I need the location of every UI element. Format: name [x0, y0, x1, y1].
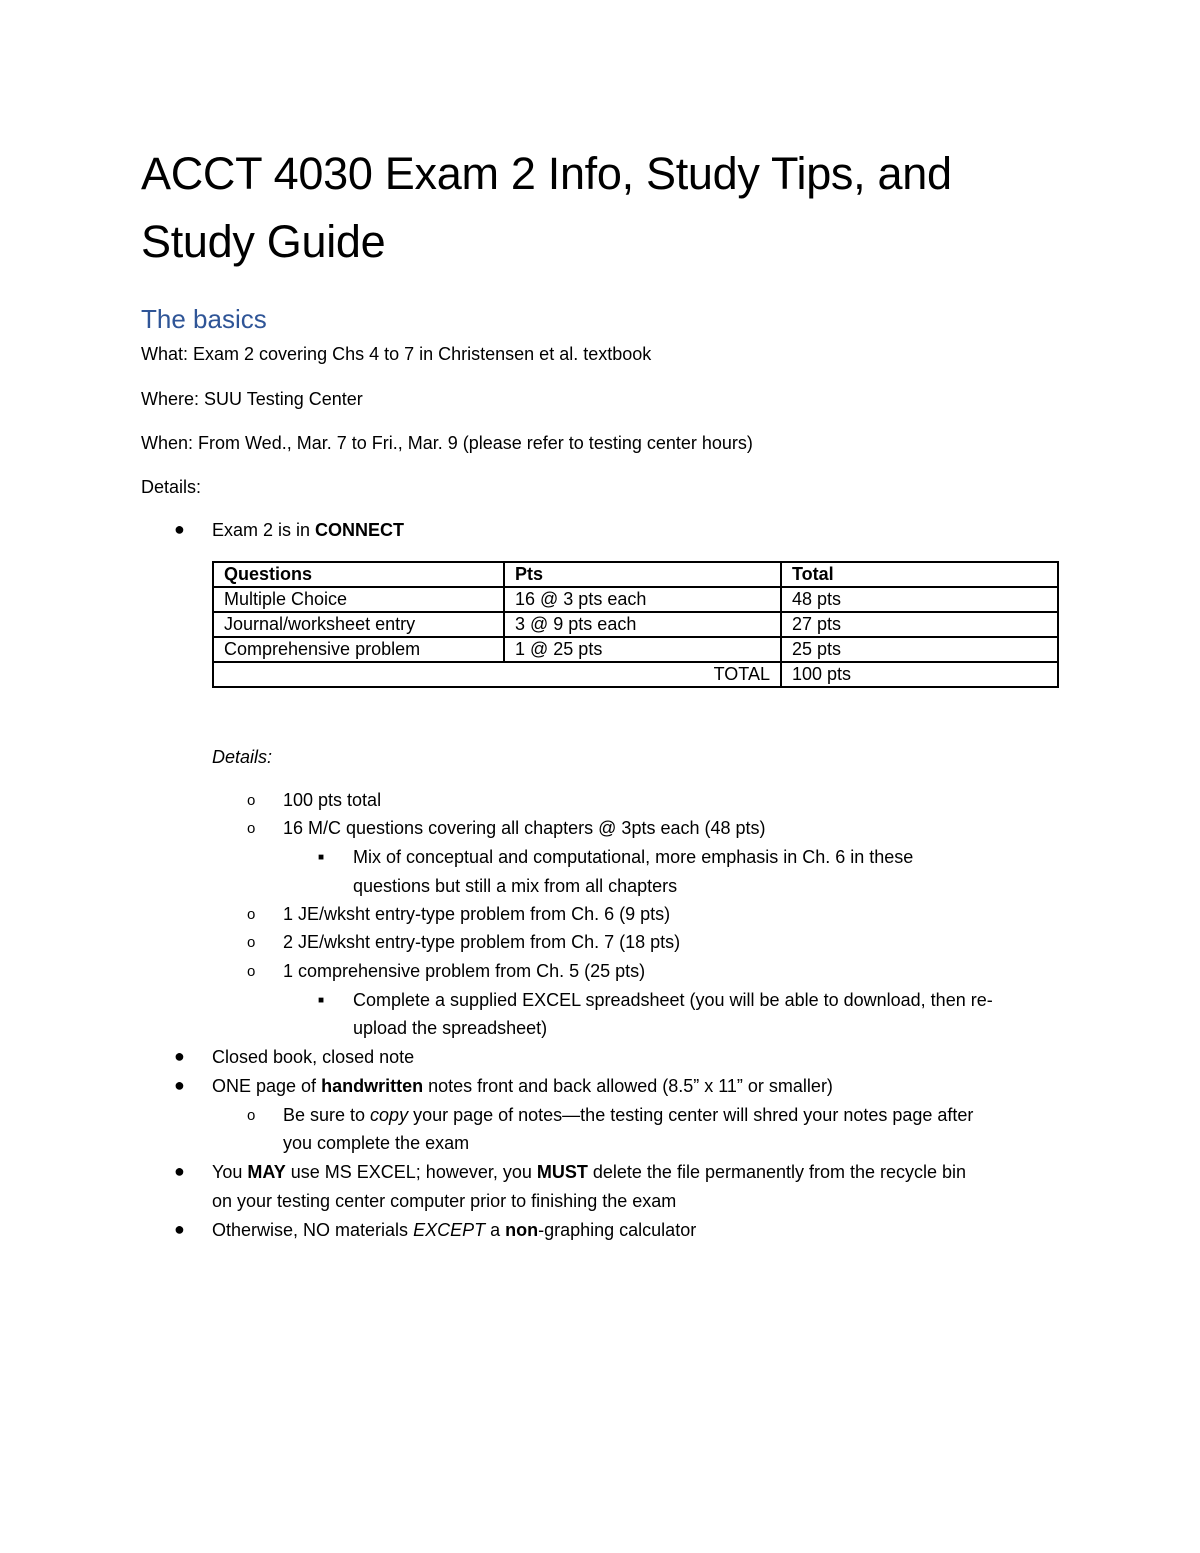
- table-cell: 16 @ 3 pts each: [504, 587, 781, 612]
- section-heading: The basics: [141, 304, 267, 334]
- otherwise-text: a: [485, 1220, 506, 1240]
- bullet-dot-icon: ●: [174, 1219, 185, 1239]
- sub-sub-item: Mix of conceptual and computational, more emphasis in Ch. 6 in these: [353, 847, 914, 867]
- bullet-notes-text: ONE page of: [212, 1076, 322, 1096]
- notes-sub-text: your page of notes—the testing center will shred your notes page after: [408, 1105, 974, 1125]
- details-label: Details:: [212, 747, 273, 767]
- what-line: What: Exam 2 covering Chs 4 to 7 in Christensen et al. textbook: [141, 344, 652, 364]
- table-cell: 48 pts: [781, 587, 1058, 612]
- bullet-notes-sub: [283, 1101, 973, 1130]
- bullet-notes: [212, 1072, 833, 1101]
- bullet-dot-icon: ●: [174, 1046, 185, 1066]
- bullet-dot-icon: ●: [174, 1075, 185, 1095]
- otherwise-bold: non: [505, 1220, 539, 1240]
- otherwise-text: -graphing calculator: [538, 1220, 697, 1240]
- table-row: [213, 587, 1058, 612]
- table-total-row: [213, 662, 1058, 687]
- sub-item: 2 JE/wksht entry-type problem from Ch. 7 (18 pts): [283, 932, 681, 952]
- bullet-excel: [212, 1158, 966, 1187]
- bullet-dot-icon: ●: [174, 519, 185, 539]
- table-header-cell: Pts: [504, 562, 781, 587]
- table-cell: 3 @ 9 pts each: [504, 612, 781, 637]
- score-table: [212, 561, 1059, 688]
- bullet-excel-cont: on your testing center computer prior to finishing the exam: [212, 1191, 677, 1211]
- excel-text: use MS EXCEL; however, you: [285, 1162, 537, 1182]
- square-bullet-icon: ■: [318, 995, 325, 1006]
- circle-bullet-icon: o: [247, 963, 256, 980]
- page-title: ACCT 4030 Exam 2 Info, Study Tips, and Study Guide: [141, 148, 952, 267]
- sub-sub-item: Complete a supplied EXCEL spreadsheet (you will be able to download, then re-: [353, 990, 993, 1010]
- bullet-connect: [212, 516, 404, 545]
- excel-text: You: [212, 1162, 248, 1182]
- circle-bullet-icon: o: [247, 820, 256, 837]
- table-cell: Comprehensive problem: [213, 637, 504, 662]
- sub-sub-item-cont: questions but still a mix from all chapters: [353, 876, 678, 896]
- circle-bullet-icon: o: [247, 1107, 256, 1124]
- circle-bullet-icon: o: [247, 906, 256, 923]
- notes-sub-italic: copy: [370, 1105, 409, 1125]
- table-cell: 25 pts: [781, 637, 1058, 662]
- sub-sub-item-cont: upload the spreadsheet): [353, 1018, 548, 1038]
- table-total-label: TOTAL: [213, 662, 781, 687]
- otherwise-italic: EXCEPT: [413, 1220, 486, 1240]
- table-cell: Multiple Choice: [213, 587, 504, 612]
- sub-item: 100 pts total: [283, 790, 382, 810]
- bullet-otherwise: [212, 1216, 696, 1245]
- when-line: When: From Wed., Mar. 7 to Fri., Mar. 9 (please refer to testing center hours): [141, 433, 753, 453]
- table-row: [213, 637, 1058, 662]
- bullet-dot-icon: ●: [174, 1161, 185, 1181]
- excel-text: delete the file permanently from the recycle bin: [587, 1162, 967, 1182]
- circle-bullet-icon: o: [247, 792, 256, 809]
- table-total-value: 100 pts: [781, 662, 1058, 687]
- table-header-row: [213, 562, 1058, 587]
- table-cell: 27 pts: [781, 612, 1058, 637]
- bullet-notes-sub-cont: you complete the exam: [283, 1133, 470, 1153]
- bullet-closed-book: Closed book, closed note: [212, 1047, 415, 1067]
- excel-bold: MUST: [536, 1162, 588, 1182]
- details-line: Details:: [141, 477, 202, 497]
- bullet-connect-text: Exam 2 is in: [212, 520, 316, 540]
- bullet-notes-text: notes front and back allowed (8.5” x 11” or smaller): [423, 1076, 833, 1096]
- where-line: Where: SUU Testing Center: [141, 389, 363, 409]
- table-cell: Journal/worksheet entry: [213, 612, 504, 637]
- table-header-cell: Total: [781, 562, 1058, 587]
- bullet-connect-bold: CONNECT: [315, 520, 405, 540]
- table-header-cell: Questions: [213, 562, 504, 587]
- circle-bullet-icon: o: [247, 934, 256, 951]
- table-cell: 1 @ 25 pts: [504, 637, 781, 662]
- table-row: [213, 612, 1058, 637]
- excel-bold: MAY: [247, 1162, 286, 1182]
- notes-sub-text: Be sure to: [283, 1105, 371, 1125]
- sub-item: 1 JE/wksht entry-type problem from Ch. 6 (9 pts): [283, 904, 671, 924]
- square-bullet-icon: ■: [318, 852, 325, 863]
- sub-item: 1 comprehensive problem from Ch. 5 (25 pts): [283, 961, 646, 981]
- otherwise-text: Otherwise, NO materials: [212, 1220, 414, 1240]
- sub-item: 16 M/C questions covering all chapters @ 3pts each (48 pts): [283, 818, 766, 838]
- bullet-notes-bold: handwritten: [321, 1076, 424, 1096]
